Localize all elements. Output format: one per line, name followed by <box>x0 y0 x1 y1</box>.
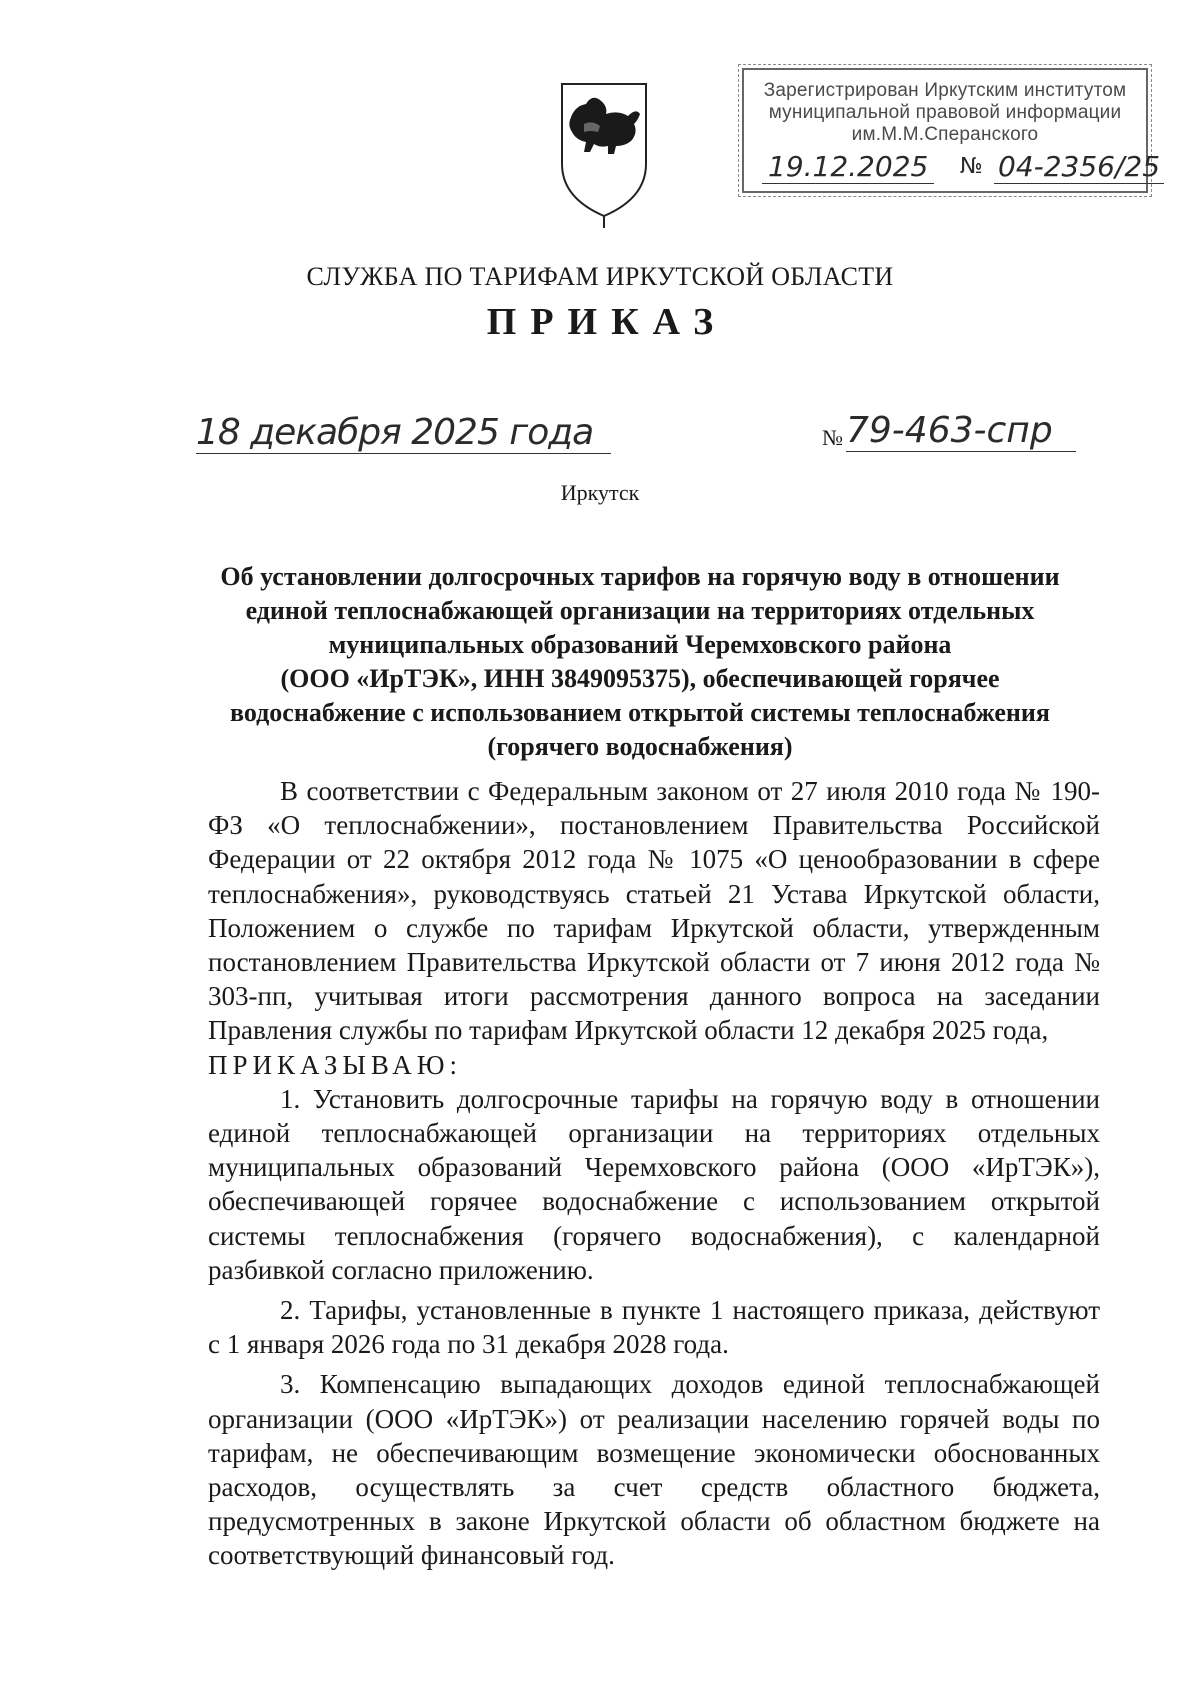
order-item-3: 3. Компенсацию выпадающих доходов единой теплоснабжающей организации (ООО «ИрТЭК») от реализации населению горячей воды по тарифам, не обеспечивающим возмещение экономически обоснованных расходов, осуществлять за счет средств областного бюджета, предусмотренных в законе Иркутской области об областном бюджете на соответствующий финансовый год. <box>208 1369 1100 1571</box>
order-item-1: 1. Установить долгосрочные тарифы на горячую воду в отношении единой теплоснабжающей организации на территориях отдельных муниципальных образований Черемховского района (ООО «ИрТЭК»), обеспечивающей горячее водоснабжение с использованием открытой системы теплоснабжения (горячего водоснабжения), с календарной разбивкой согласно приложению. <box>208 1083 1100 1285</box>
stamp-line-3: им.М.М.Сперанского <box>851 124 1039 145</box>
stamp-line-2: муниципальной правовой информации <box>768 102 1122 123</box>
coat-of-arms-emblem <box>556 80 652 230</box>
document-title <box>200 560 1080 764</box>
title-line: Об установлении долгосрочных тарифов на горячую воду в отношении <box>220 562 1060 591</box>
city-name: Иркутск <box>560 480 640 505</box>
title-line: (горячего водоснабжения) <box>487 732 793 761</box>
title-line: муниципальных образований Черемховского района <box>328 630 952 659</box>
agency-name: СЛУЖБА ПО ТАРИФАМ ИРКУТСКОЙ ОБЛАСТИ <box>306 262 894 291</box>
stamp-registration-date: 19.12.2025 <box>762 150 934 184</box>
stamp-registration-number: 04-2356/25 <box>994 150 1164 184</box>
stamp-line-1: Зарегистрирован Иркутским институтом <box>763 80 1127 101</box>
title-line: единой теплоснабжающей организации на территориях отдельных <box>245 596 1035 625</box>
order-number-label: № <box>822 425 843 450</box>
document-body <box>208 774 1100 1573</box>
order-date: 18 декабря 2025 года <box>196 412 611 454</box>
title-line: водоснабжение с использованием открытой системы теплоснабжения <box>230 698 1050 727</box>
registration-stamp <box>742 68 1161 193</box>
document-type: ПРИКАЗ <box>486 301 728 343</box>
stamp-number-label: № <box>960 154 983 179</box>
order-number: 79-463-спр <box>846 410 1076 452</box>
preamble-paragraph: В соответствии с Федеральным законом от 27 июля 2010 года № 190-ФЗ «О теплоснабжении», постановлением Правительства Российской Федерации от 22 октября 2012 года № 1075 «О ценообразовании в сфере теплоснабжения», руководствуясь статьей 21 Устава Иркутской области, Положением о службе по тарифам Иркутской области, утвержденным постановлением Правительства Иркутской области от 7 июня 2012 года № 303-пп, учитывая итоги рассмотрения данного вопроса на заседании Правления службы по тарифам Иркутской области 12 декабря 2025 года, <box>208 776 1100 1046</box>
order-item-2: 2. Тарифы, установленные в пункте 1 настоящего приказа, действуют с 1 января 2026 года по 31 декабря 2028 года. <box>208 1295 1100 1360</box>
order-word: ПРИКАЗЫВАЮ: <box>208 1049 462 1080</box>
title-line: (ООО «ИрТЭК», ИНН 3849095375), обеспечивающей горячее <box>280 664 1000 693</box>
stamp-registration-row <box>754 150 1161 184</box>
